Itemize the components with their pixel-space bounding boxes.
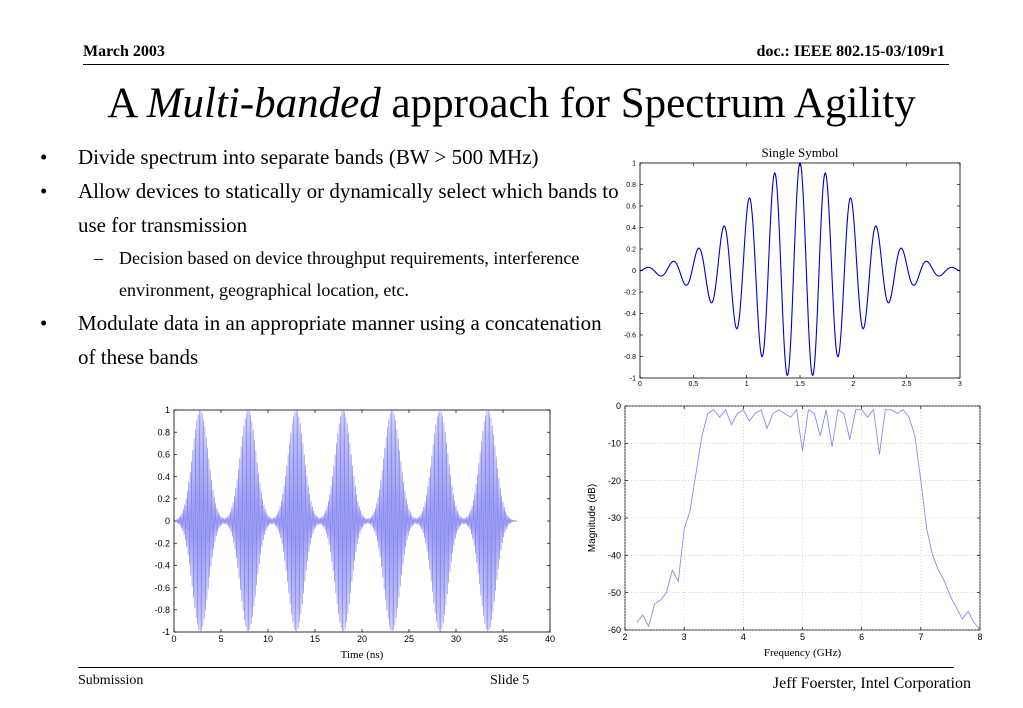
single-symbol-line bbox=[640, 163, 960, 375]
y-tick-label: 0.6 bbox=[626, 203, 636, 211]
y-tick-label: -40 bbox=[607, 550, 621, 561]
pulse-train-line bbox=[175, 410, 517, 632]
y-tick-label: -0.8 bbox=[623, 353, 636, 361]
y-tick-label: -0.2 bbox=[154, 538, 170, 549]
y-tick-label: -10 bbox=[607, 438, 621, 449]
y-tick-label: 0.8 bbox=[157, 427, 170, 438]
y-tick-label: -0.6 bbox=[623, 332, 636, 340]
header-doc-id: doc.: IEEE 802.15-03/109r1 bbox=[756, 43, 945, 60]
sub-bullet-symbol: – bbox=[94, 248, 103, 268]
footer-rule bbox=[78, 667, 954, 668]
x-tick-label: 3 bbox=[958, 381, 962, 388]
sub-bullet-text: Decision based on device throughput requirements, interference environment, geographical location, etc. bbox=[119, 248, 580, 300]
title-prefix: A bbox=[107, 80, 147, 127]
x-tick-label: 35 bbox=[497, 634, 509, 644]
bullet-list bbox=[40, 140, 630, 374]
x-tick-label: 4 bbox=[740, 632, 746, 642]
y-tick-label: 0.6 bbox=[157, 449, 170, 460]
x-axis-label: Time (ns) bbox=[340, 649, 384, 661]
bullet-item bbox=[40, 174, 633, 242]
x-tick-label: 0 bbox=[171, 634, 177, 644]
y-tick-label: 0.2 bbox=[157, 493, 170, 504]
x-axis-label: Frequency (GHz) bbox=[763, 647, 842, 659]
y-tick-label: -20 bbox=[607, 475, 621, 486]
x-tick-label: 15 bbox=[309, 634, 321, 644]
x-tick-label: 2 bbox=[851, 381, 856, 388]
sub-bullet-item bbox=[40, 242, 639, 306]
bullet-text: Divide spectrum into separate bands (BW > 500 MHz) bbox=[78, 145, 539, 169]
bullet-item bbox=[40, 306, 618, 374]
frequency-spectrum-svg bbox=[585, 398, 995, 666]
y-tick-label: -0.6 bbox=[154, 582, 170, 593]
y-tick-label: -1 bbox=[629, 375, 636, 383]
header-date: March 2003 bbox=[83, 43, 165, 60]
x-tick-label: 1 bbox=[744, 381, 749, 388]
x-tick-label: 2.5 bbox=[901, 381, 912, 388]
x-tick-label: 5 bbox=[799, 632, 806, 642]
x-tick-label: 40 bbox=[544, 634, 556, 644]
y-tick-label: 0 bbox=[632, 267, 636, 275]
bullet-text: Modulate data in an appropriate manner using a concatenation of these bands bbox=[78, 311, 602, 369]
x-tick-label: 3 bbox=[681, 632, 687, 642]
y-tick-label: -1 bbox=[161, 627, 170, 638]
title-suffix: approach for Spectrum Agility bbox=[380, 80, 916, 127]
time-domain-chart bbox=[130, 402, 570, 670]
y-tick-label: -0.4 bbox=[623, 310, 636, 318]
frequency-spectrum-chart bbox=[585, 398, 995, 666]
spectrum-line bbox=[637, 410, 980, 630]
x-tick-label: 20 bbox=[356, 634, 368, 644]
x-tick-label: 25 bbox=[403, 634, 415, 644]
single-symbol-svg bbox=[612, 146, 972, 391]
footer-submission: Submission bbox=[78, 673, 144, 688]
y-tick-label: -0.2 bbox=[623, 289, 636, 297]
x-tick-label: 10 bbox=[262, 634, 274, 644]
title-emphasis: Multi-banded bbox=[146, 80, 381, 127]
y-tick-label: 0.4 bbox=[157, 471, 170, 482]
y-tick-label: -50 bbox=[607, 587, 621, 598]
footer-author: Jeff Foerster, Intel Corporation bbox=[772, 675, 971, 692]
x-tick-label: 6 bbox=[859, 632, 865, 642]
bullet-symbol: • bbox=[40, 311, 48, 335]
y-tick-label: 1 bbox=[164, 405, 170, 416]
y-tick-label: 0.8 bbox=[626, 181, 636, 189]
y-tick-label: 1 bbox=[632, 160, 636, 168]
single-symbol-chart bbox=[612, 146, 972, 391]
x-tick-label: 5 bbox=[218, 634, 224, 644]
x-tick-label: 0.5 bbox=[688, 381, 699, 388]
y-tick-label: 0.4 bbox=[626, 224, 636, 232]
x-tick-label: 1.5 bbox=[795, 381, 805, 388]
y-tick-label: -60 bbox=[607, 625, 621, 636]
header-rule bbox=[83, 64, 949, 65]
y-tick-label: 0.2 bbox=[626, 246, 636, 254]
x-tick-label: 8 bbox=[977, 632, 983, 642]
y-axis-label: Magnitude (dB) bbox=[587, 483, 598, 553]
bullet-symbol: • bbox=[40, 179, 48, 203]
time-domain-svg bbox=[130, 402, 570, 670]
x-tick-label: 0 bbox=[638, 381, 642, 388]
x-tick-label: 30 bbox=[450, 634, 462, 644]
plot-frame bbox=[640, 163, 960, 378]
footer-slide-number: Slide 5 bbox=[490, 673, 530, 688]
y-tick-label: 0 bbox=[164, 516, 170, 527]
y-tick-label: 0 bbox=[615, 401, 621, 412]
y-tick-label: -0.4 bbox=[154, 560, 170, 571]
bullet-symbol: • bbox=[40, 145, 48, 169]
x-tick-label: 2 bbox=[622, 632, 628, 642]
y-tick-label: -30 bbox=[607, 513, 621, 524]
bullet-item bbox=[40, 140, 618, 174]
chart-title: Single Symbol bbox=[761, 146, 839, 160]
y-tick-label: -0.8 bbox=[154, 604, 170, 615]
slide-title bbox=[0, 78, 1023, 130]
x-tick-label: 7 bbox=[918, 632, 924, 642]
bullet-text: Allow devices to statically or dynamically select which bands to use for transmission bbox=[78, 179, 619, 237]
